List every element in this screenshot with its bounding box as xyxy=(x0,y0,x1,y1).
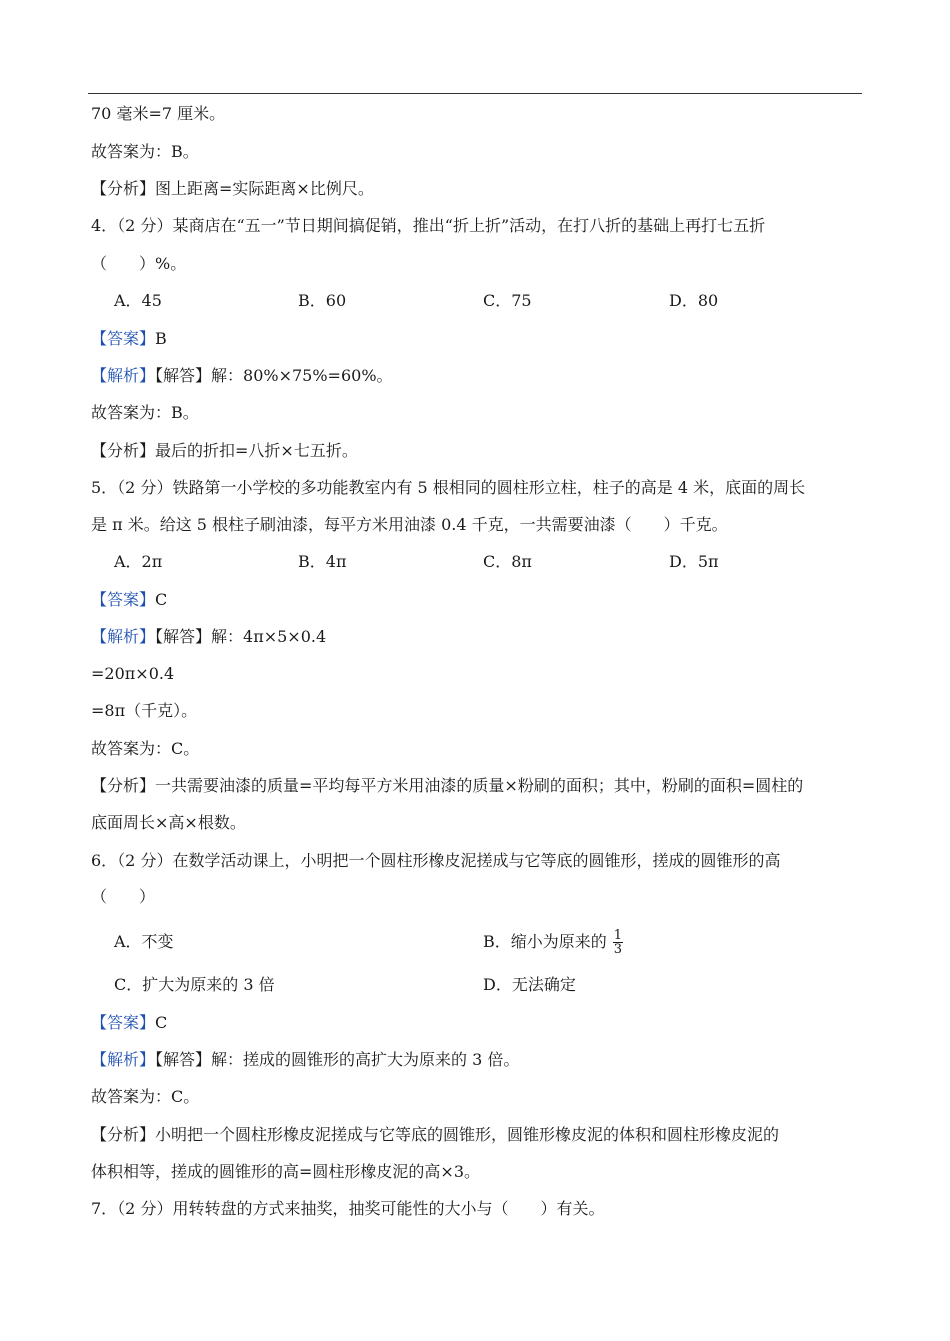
solution-text: 【解答】解：搓成的圆锥形的高扩大为原来的 3 倍。 xyxy=(155,1050,520,1069)
question-4-stem-cont: （ ）%。 xyxy=(91,254,187,273)
analysis-text: 最后的折扣=八折×七五折。 xyxy=(155,441,358,460)
q6-solution xyxy=(91,1050,519,1070)
q4-answer xyxy=(91,329,167,349)
q4-conclusion: 故答案为：B。 xyxy=(91,403,199,422)
analysis-text: 一共需要油漆的质量=平均每平方米用油漆的质量×粉刷的面积；其中，粉刷的面积=圆柱的 xyxy=(155,776,804,795)
q5-step-2: =8π（千克）。 xyxy=(91,701,198,720)
q5-analysis xyxy=(91,776,803,796)
q6-option-c: C．扩大为原来的 3 倍 xyxy=(114,975,275,994)
q5-analysis-cont: 底面周长×高×根数。 xyxy=(91,813,246,832)
fraction-one-third xyxy=(613,929,623,956)
text-line: 70 毫米=7 厘米。 xyxy=(91,104,226,123)
solution-tag: 【解析】 xyxy=(91,366,156,385)
question-6-stem-cont: （ ） xyxy=(91,887,156,906)
analysis-text: 图上距离=实际距离×比例尺。 xyxy=(155,179,374,198)
q4-option-a: A．45 xyxy=(114,291,162,310)
solution-text: 【解答】解：4π×5×0.4 xyxy=(155,627,327,646)
solution-text: 【解答】解：80%×75%=60%。 xyxy=(155,366,393,385)
fraction-denominator: 3 xyxy=(613,942,623,957)
analysis-tag: 【分析】 xyxy=(91,776,156,795)
analysis-tag: 【分析】 xyxy=(91,179,156,198)
q4-option-d: D．80 xyxy=(669,291,719,310)
q6-option-d: D．无法确定 xyxy=(483,975,576,994)
answer-value: B xyxy=(155,329,167,348)
q4-analysis xyxy=(91,441,358,461)
analysis-tag: 【分析】 xyxy=(91,1125,156,1144)
solution-tag: 【解析】 xyxy=(91,627,156,646)
q5-solution xyxy=(91,627,326,647)
analysis-tag: 【分析】 xyxy=(91,441,156,460)
q5-option-a: A．2π xyxy=(114,552,163,571)
q6-analysis xyxy=(91,1125,779,1145)
q6-option-a: A．不变 xyxy=(114,932,174,951)
text-line: 故答案为：B。 xyxy=(91,142,199,161)
answer-value: C xyxy=(155,1013,168,1032)
q4-solution xyxy=(91,366,393,386)
answer-value: C xyxy=(155,590,168,609)
q6-answer xyxy=(91,1013,167,1033)
q5-conclusion: 故答案为：C。 xyxy=(91,739,200,758)
question-5-stem-cont: 是 π 米。给这 5 根柱子刷油漆，每平方米用油漆 0.4 千克，一共需要油漆（ ）千克。 xyxy=(91,515,728,534)
q6-option-b xyxy=(483,925,623,959)
q5-option-c: C．8π xyxy=(483,552,532,571)
answer-tag: 【答案】 xyxy=(91,590,156,609)
q6-analysis-cont: 体积相等，搓成的圆锥形的高=圆柱形橡皮泥的高×3。 xyxy=(91,1162,480,1181)
q5-option-d: D．5π xyxy=(669,552,719,571)
analysis-text: 小明把一个圆柱形橡皮泥搓成与它等底的圆锥形，圆锥形橡皮泥的体积和圆柱形橡皮泥的 xyxy=(155,1125,780,1144)
fraction-numerator: 1 xyxy=(613,928,623,943)
solution-tag: 【解析】 xyxy=(91,1050,156,1069)
option-b-text: B．缩小为原来的 xyxy=(483,932,607,951)
question-4-stem: 4．（2 分）某商店在“五一”节日期间搞促销，推出“折上折”活动，在打八折的基础上再打七五折 xyxy=(91,216,766,235)
answer-tag: 【答案】 xyxy=(91,1013,156,1032)
q5-answer xyxy=(91,590,167,610)
q6-conclusion: 故答案为：C。 xyxy=(91,1087,200,1106)
question-6-stem: 6．（2 分）在数学活动课上，小明把一个圆柱形橡皮泥搓成与它等底的圆锥形，搓成的圆锥形的高 xyxy=(91,851,781,870)
q4-option-b: B．60 xyxy=(298,291,347,310)
q5-option-b: B．4π xyxy=(298,552,347,571)
q5-step-1: =20π×0.4 xyxy=(91,664,175,683)
analysis-line xyxy=(91,179,374,199)
q4-option-c: C．75 xyxy=(483,291,532,310)
header-rule xyxy=(88,93,862,94)
question-7-stem: 7．（2 分）用转转盘的方式来抽奖，抽奖可能性的大小与（ ）有关。 xyxy=(91,1199,605,1218)
question-5-stem: 5．（2 分）铁路第一小学校的多功能教室内有 5 根相同的圆柱形立柱，柱子的高是 4 米，底面的周长 xyxy=(91,478,806,497)
answer-tag: 【答案】 xyxy=(91,329,156,348)
